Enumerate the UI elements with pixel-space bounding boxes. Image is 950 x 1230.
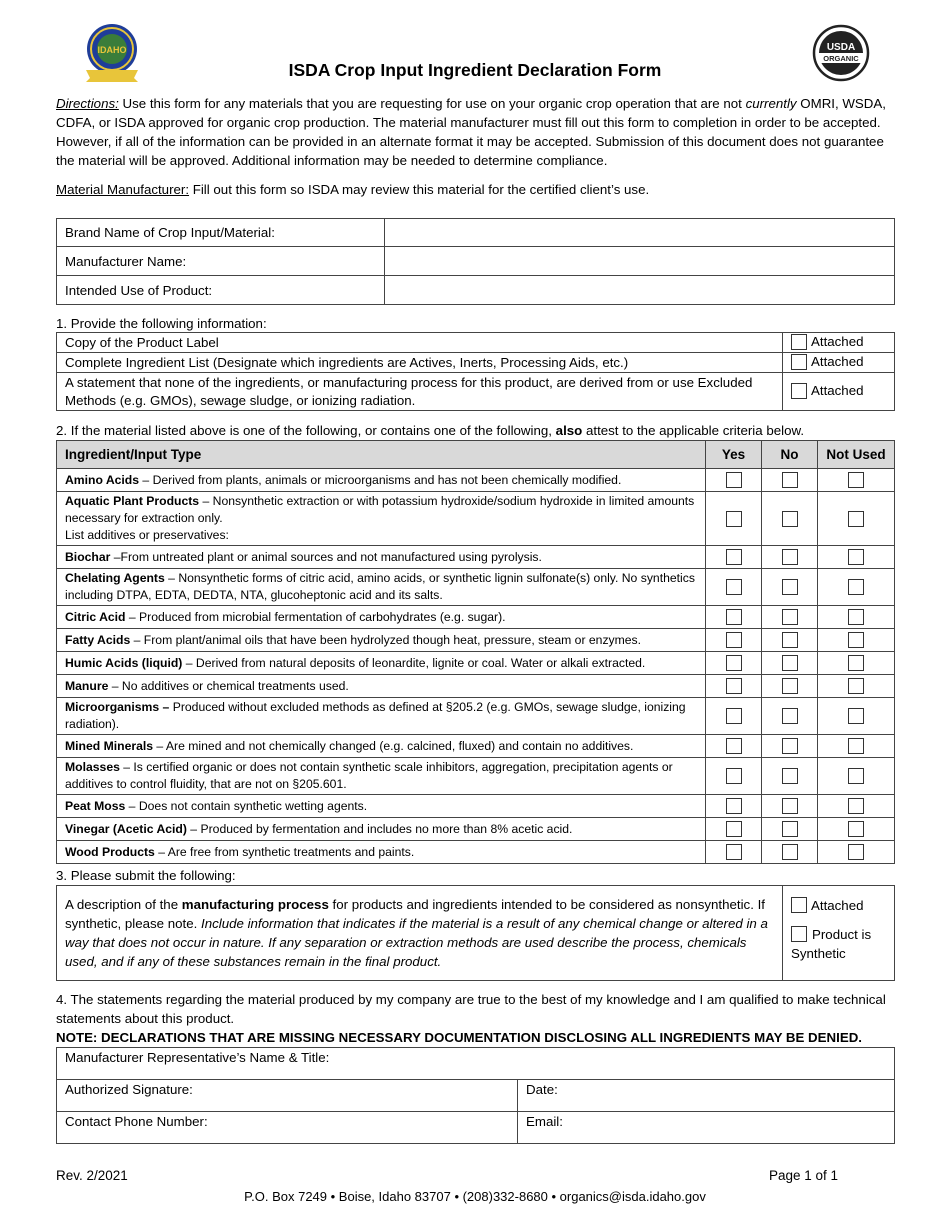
criteria-description — [57, 569, 706, 606]
criteria-row — [57, 818, 895, 841]
not-used-cell[interactable] — [818, 546, 895, 569]
criteria-row — [57, 546, 895, 569]
criteria-row — [57, 675, 895, 698]
section2-heading-a: 2. If the material listed above is one of the following, or contains one of the following, — [56, 423, 556, 438]
yes-checkbox[interactable] — [726, 768, 742, 784]
revision-date: Rev. 2/2021 — [56, 1168, 128, 1183]
not-used-checkbox[interactable] — [848, 579, 864, 595]
not-used-checkbox[interactable] — [848, 821, 864, 837]
intended-use-field[interactable] — [385, 276, 895, 305]
ingredient-name: Amino Acids — [65, 472, 140, 487]
criteria-description — [57, 698, 706, 735]
attached-checkbox[interactable] — [791, 354, 807, 370]
synthetic-checkbox[interactable] — [791, 926, 807, 942]
directions-text-a: Use this form for any materials that you are requesting for use on your organic crop operation that are not — [118, 96, 746, 111]
section2-heading-b: attest to the applicable criteria below. — [582, 423, 805, 438]
not-used-cell[interactable] — [818, 492, 895, 546]
not-used-cell[interactable] — [818, 818, 895, 841]
not-used-checkbox[interactable] — [848, 768, 864, 784]
yes-cell[interactable] — [706, 795, 762, 818]
no-checkbox[interactable] — [782, 632, 798, 648]
criteria-row — [57, 841, 895, 864]
s3-text-b: for products and ingredients intended to be considered as nonsynthetic. If synthetic, please note. — [65, 897, 765, 931]
not-used-checkbox[interactable] — [848, 798, 864, 814]
no-checkbox[interactable] — [782, 472, 798, 488]
section2-heading — [56, 421, 896, 440]
section1-table — [56, 332, 895, 411]
s3-text-italic: Include information that indicates if the material is a result of any chemical change or altered in a way that does not occur in nature. If any separation or extraction methods are used describe the process, chemicals used, and if any of these substances remain in the final product. — [65, 916, 768, 969]
no-checkbox[interactable] — [782, 655, 798, 671]
col-no: No — [762, 441, 818, 469]
criteria-description — [57, 606, 706, 629]
yes-checkbox[interactable] — [726, 632, 742, 648]
no-cell[interactable] — [762, 606, 818, 629]
attached-checkbox[interactable] — [791, 897, 807, 913]
phone-field[interactable] — [57, 1112, 518, 1144]
manufacturer-note — [56, 180, 896, 199]
ingredient-criteria: – From plant/animal oils that have been hydrolyzed though heat, pressure, steam or enzymes. — [130, 632, 642, 647]
ingredient-criteria: – Nonsynthetic forms of citric acid, amino acids, or synthetic lignin sulfonate(s) only. No synthetics including DTPA, EDTA, DEDTA, NTA, glucoheptonic acid and its salts. — [65, 571, 695, 602]
not-used-checkbox[interactable] — [848, 511, 864, 527]
yes-checkbox[interactable] — [726, 678, 742, 694]
additives-line[interactable]: List additives or preservatives: — [65, 528, 229, 542]
directions-text-b: OMRI, WSDA, CDFA, or ISDA approved for organic crop production. The material manufacturer must fill out this form to completion in order to be accepted. However, if all of the information can be provided in an alternate format it may be accepted. Submission of this document does not guarantee the material will be approved. Additional information may be needed to determine compliance. — [56, 96, 886, 168]
yes-cell[interactable] — [706, 841, 762, 864]
attached-option[interactable] — [791, 896, 886, 915]
section4-statement: 4. The statements regarding the material produced by my company are true to the best of my knowledge and I am qualified to make technical statements about this product. — [56, 992, 886, 1026]
criteria-row — [57, 629, 895, 652]
ingredient-list-attached[interactable] — [783, 353, 895, 373]
directions-italic: currently — [745, 96, 797, 111]
ingredient-name: Humic Acids (liquid) — [65, 655, 183, 670]
not-used-checkbox[interactable] — [848, 549, 864, 565]
yes-cell[interactable] — [706, 758, 762, 795]
not-used-checkbox[interactable] — [848, 738, 864, 754]
not-used-cell[interactable] — [818, 652, 895, 675]
ingredient-criteria: Produced without excluded methods as defined at §205.2 (e.g. GMOs, sewage sludge, ionizing radiation). — [65, 700, 686, 731]
s3-text-a: A description of the — [65, 897, 182, 912]
attached-label: Attached — [811, 898, 864, 913]
signature-table — [56, 1047, 895, 1144]
criteria-description — [57, 795, 706, 818]
criteria-row — [57, 569, 895, 606]
attached-label: Attached — [811, 383, 864, 399]
product-label-attached[interactable] — [783, 333, 895, 353]
manufacturer-name-field[interactable] — [385, 247, 895, 276]
yes-cell[interactable] — [706, 469, 762, 492]
yes-cell[interactable] — [706, 546, 762, 569]
yes-checkbox[interactable] — [726, 472, 742, 488]
yes-checkbox[interactable] — [726, 798, 742, 814]
yes-cell[interactable] — [706, 735, 762, 758]
yes-checkbox[interactable] — [726, 609, 742, 625]
yes-checkbox[interactable] — [726, 579, 742, 595]
ingredient-name: Biochar — [65, 549, 111, 564]
form-title: ISDA Crop Input Ingredient Declaration Form — [288, 60, 662, 80]
excluded-methods-attached[interactable] — [783, 373, 895, 411]
no-cell[interactable] — [762, 698, 818, 735]
yes-cell[interactable] — [706, 698, 762, 735]
no-checkbox[interactable] — [782, 738, 798, 754]
criteria-row — [57, 492, 895, 546]
ingredient-name: Molasses — [65, 760, 120, 774]
criteria-description — [57, 492, 706, 546]
manufacturer-name-label: Manufacturer Name: — [57, 247, 385, 276]
directions-paragraph — [56, 94, 896, 170]
ingredient-criteria: – Derived from natural deposits of leonardite, lignite or coal. Water or alkali extracted. — [182, 655, 646, 670]
not-used-cell[interactable] — [818, 735, 895, 758]
ingredient-criteria: – Does not contain synthetic wetting agents. — [125, 798, 368, 813]
phone-label: Contact Phone Number: — [65, 1114, 208, 1129]
no-checkbox[interactable] — [782, 678, 798, 694]
product-info-table — [56, 218, 895, 305]
no-cell[interactable] — [762, 652, 818, 675]
yes-checkbox[interactable] — [726, 821, 742, 837]
yes-cell[interactable] — [706, 569, 762, 606]
yes-checkbox[interactable] — [726, 655, 742, 671]
date-label: Date: — [526, 1082, 558, 1097]
no-cell[interactable] — [762, 841, 818, 864]
criteria-row — [57, 606, 895, 629]
attached-label: Attached — [811, 334, 864, 350]
not-used-checkbox[interactable] — [848, 472, 864, 488]
not-used-cell[interactable] — [818, 698, 895, 735]
manufacturer-note-text: Fill out this form so ISDA may review this material for the certified client’s use. — [189, 182, 650, 197]
ingredient-name: Mined Minerals — [65, 738, 154, 753]
section3-checks — [783, 886, 895, 981]
criteria-description — [57, 469, 706, 492]
declaration-note: NOTE: DECLARATIONS THAT ARE MISSING NECESSARY DOCUMENTATION DISCLOSING ALL INGREDIENTS MAY BE DENIED. — [56, 1030, 862, 1045]
no-cell[interactable] — [762, 546, 818, 569]
synthetic-option[interactable] — [791, 925, 886, 963]
yes-cell[interactable] — [706, 675, 762, 698]
col-ingredient-type: Ingredient/Input Type — [57, 441, 706, 469]
intended-use-label: Intended Use of Product: — [57, 276, 385, 305]
section1-heading: 1. Provide the following information: — [56, 316, 267, 331]
ingredient-criteria: –From untreated plant or animal sources and not manufactured using pyrolysis. — [110, 549, 542, 564]
not-used-cell[interactable] — [818, 841, 895, 864]
yes-cell[interactable] — [706, 652, 762, 675]
ingredient-name: Fatty Acids — [65, 632, 131, 647]
criteria-description — [57, 629, 706, 652]
yes-checkbox[interactable] — [726, 844, 742, 860]
not-used-checkbox[interactable] — [848, 655, 864, 671]
ingredient-criteria: – Nonsynthetic extraction or with potassium hydroxide/sodium hydroxide in limited amounts necessary for extraction only. — [65, 494, 695, 525]
criteria-description — [57, 758, 706, 795]
criteria-description — [57, 818, 706, 841]
ingredient-criteria: – Are mined and not chemically changed (e.g. calcined, fluxed) and contain no additives. — [153, 738, 634, 753]
col-yes: Yes — [706, 441, 762, 469]
ingredient-criteria: – Is certified organic or does not contain synthetic scale inhibitors, aggregation, precipitation agents or additives to control fluidity, that are not on §205.601. — [65, 760, 673, 791]
attached-checkbox[interactable] — [791, 334, 807, 350]
not-used-cell[interactable] — [818, 795, 895, 818]
no-cell[interactable] — [762, 795, 818, 818]
col-not-used: Not Used — [818, 441, 895, 469]
directions-label: Directions: — [56, 96, 119, 111]
no-cell[interactable] — [762, 569, 818, 606]
attached-checkbox[interactable] — [791, 383, 807, 399]
criteria-row — [57, 758, 895, 795]
not-used-cell[interactable] — [818, 606, 895, 629]
criteria-description — [57, 735, 706, 758]
brand-name-field[interactable] — [385, 219, 895, 247]
excluded-methods-item: A statement that none of the ingredients, or manufacturing process for this product, are derived from or use Excluded Methods (e.g. GMOs), sewage sludge, or ionizing radiation. — [57, 373, 783, 411]
no-cell[interactable] — [762, 758, 818, 795]
not-used-cell[interactable] — [818, 469, 895, 492]
criteria-description — [57, 841, 706, 864]
representative-name-label: Manufacturer Representative’s Name & Title: — [65, 1050, 330, 1065]
attached-label: Attached — [811, 354, 864, 370]
yes-checkbox[interactable] — [726, 549, 742, 565]
yes-cell[interactable] — [706, 818, 762, 841]
manufacturing-process-description — [57, 886, 783, 981]
not-used-checkbox[interactable] — [848, 632, 864, 648]
product-label-item: Copy of the Product Label — [57, 333, 783, 353]
email-label: Email: — [526, 1114, 563, 1129]
not-used-checkbox[interactable] — [848, 708, 864, 724]
yes-cell[interactable] — [706, 606, 762, 629]
section2-heading-bold: also — [555, 423, 583, 438]
ingredient-name: Chelating Agents — [65, 571, 165, 585]
ingredient-list-item: Complete Ingredient List (Designate which ingredients are Actives, Inerts, Processing Aids, etc.) — [57, 353, 783, 373]
no-checkbox[interactable] — [782, 844, 798, 860]
criteria-description — [57, 652, 706, 675]
criteria-row — [57, 469, 895, 492]
no-cell[interactable] — [762, 629, 818, 652]
ingredient-name: Manure — [65, 678, 109, 693]
ingredient-criteria: – Are free from synthetic treatments and paints. — [154, 844, 415, 859]
not-used-checkbox[interactable] — [848, 678, 864, 694]
signature-label: Authorized Signature: — [65, 1082, 193, 1097]
criteria-row — [57, 795, 895, 818]
no-cell[interactable] — [762, 675, 818, 698]
ingredient-criteria: – Derived from plants, animals or microorganisms and has not been chemically modified. — [139, 472, 622, 487]
ingredient-name: Citric Acid — [65, 609, 126, 624]
ingredient-name: Vinegar (Acetic Acid) — [65, 821, 187, 836]
ingredient-criteria: – Produced by fermentation and includes no more than 8% acetic acid. — [186, 821, 573, 836]
section3-table — [56, 885, 895, 981]
ingredient-criteria: – Produced from microbial fermentation of carbohydrates (e.g. sugar). — [125, 609, 506, 624]
usda-text: USDA — [826, 42, 856, 53]
not-used-cell[interactable] — [818, 758, 895, 795]
criteria-row — [57, 735, 895, 758]
ingredient-name: Aquatic Plant Products — [65, 494, 200, 508]
no-cell[interactable] — [762, 492, 818, 546]
representative-name-field[interactable] — [57, 1048, 895, 1080]
no-cell[interactable] — [762, 469, 818, 492]
no-checkbox[interactable] — [782, 821, 798, 837]
manufacturer-note-label: Material Manufacturer: — [56, 182, 190, 197]
no-checkbox[interactable] — [782, 579, 798, 595]
no-checkbox[interactable] — [782, 511, 798, 527]
yes-checkbox[interactable] — [726, 511, 742, 527]
signature-field[interactable] — [57, 1080, 518, 1112]
criteria-description — [57, 675, 706, 698]
criteria-row — [57, 698, 895, 735]
seal-text: IDAHO — [97, 45, 127, 55]
ingredient-criteria-table — [56, 440, 895, 864]
brand-name-label: Brand Name of Crop Input/Material: — [57, 219, 385, 247]
not-used-checkbox[interactable] — [848, 609, 864, 625]
no-checkbox[interactable] — [782, 768, 798, 784]
criteria-rows — [57, 469, 895, 864]
ingredient-name: Peat Moss — [65, 798, 126, 813]
not-used-cell[interactable] — [818, 675, 895, 698]
not-used-cell[interactable] — [818, 629, 895, 652]
criteria-row — [57, 652, 895, 675]
synthetic-label: Product is Synthetic — [791, 927, 872, 961]
footer-address: P.O. Box 7249 • Boise, Idaho 83707 • (208)332-8680 • organics@isda.idaho.gov — [244, 1189, 706, 1204]
yes-cell[interactable] — [706, 629, 762, 652]
no-checkbox[interactable] — [782, 708, 798, 724]
not-used-checkbox[interactable] — [848, 844, 864, 860]
s3-text-bold: manufacturing process — [181, 897, 329, 912]
ingredient-name: Microorganisms – — [65, 700, 170, 714]
yes-checkbox[interactable] — [726, 708, 742, 724]
ingredient-criteria: – No additives or chemical treatments used. — [108, 678, 349, 693]
section3-heading: 3. Please submit the following: — [56, 868, 236, 883]
email-field[interactable] — [518, 1112, 895, 1144]
no-cell[interactable] — [762, 818, 818, 841]
not-used-cell[interactable] — [818, 569, 895, 606]
no-cell[interactable] — [762, 735, 818, 758]
no-checkbox[interactable] — [782, 549, 798, 565]
ingredient-name: Wood Products — [65, 844, 155, 859]
no-checkbox[interactable] — [782, 609, 798, 625]
page-number: Page 1 of 1 — [769, 1168, 839, 1183]
date-field[interactable] — [518, 1080, 895, 1112]
criteria-description — [57, 546, 706, 569]
no-checkbox[interactable] — [782, 798, 798, 814]
organic-text: ORGANIC — [823, 54, 859, 63]
yes-cell[interactable] — [706, 492, 762, 546]
yes-checkbox[interactable] — [726, 738, 742, 754]
